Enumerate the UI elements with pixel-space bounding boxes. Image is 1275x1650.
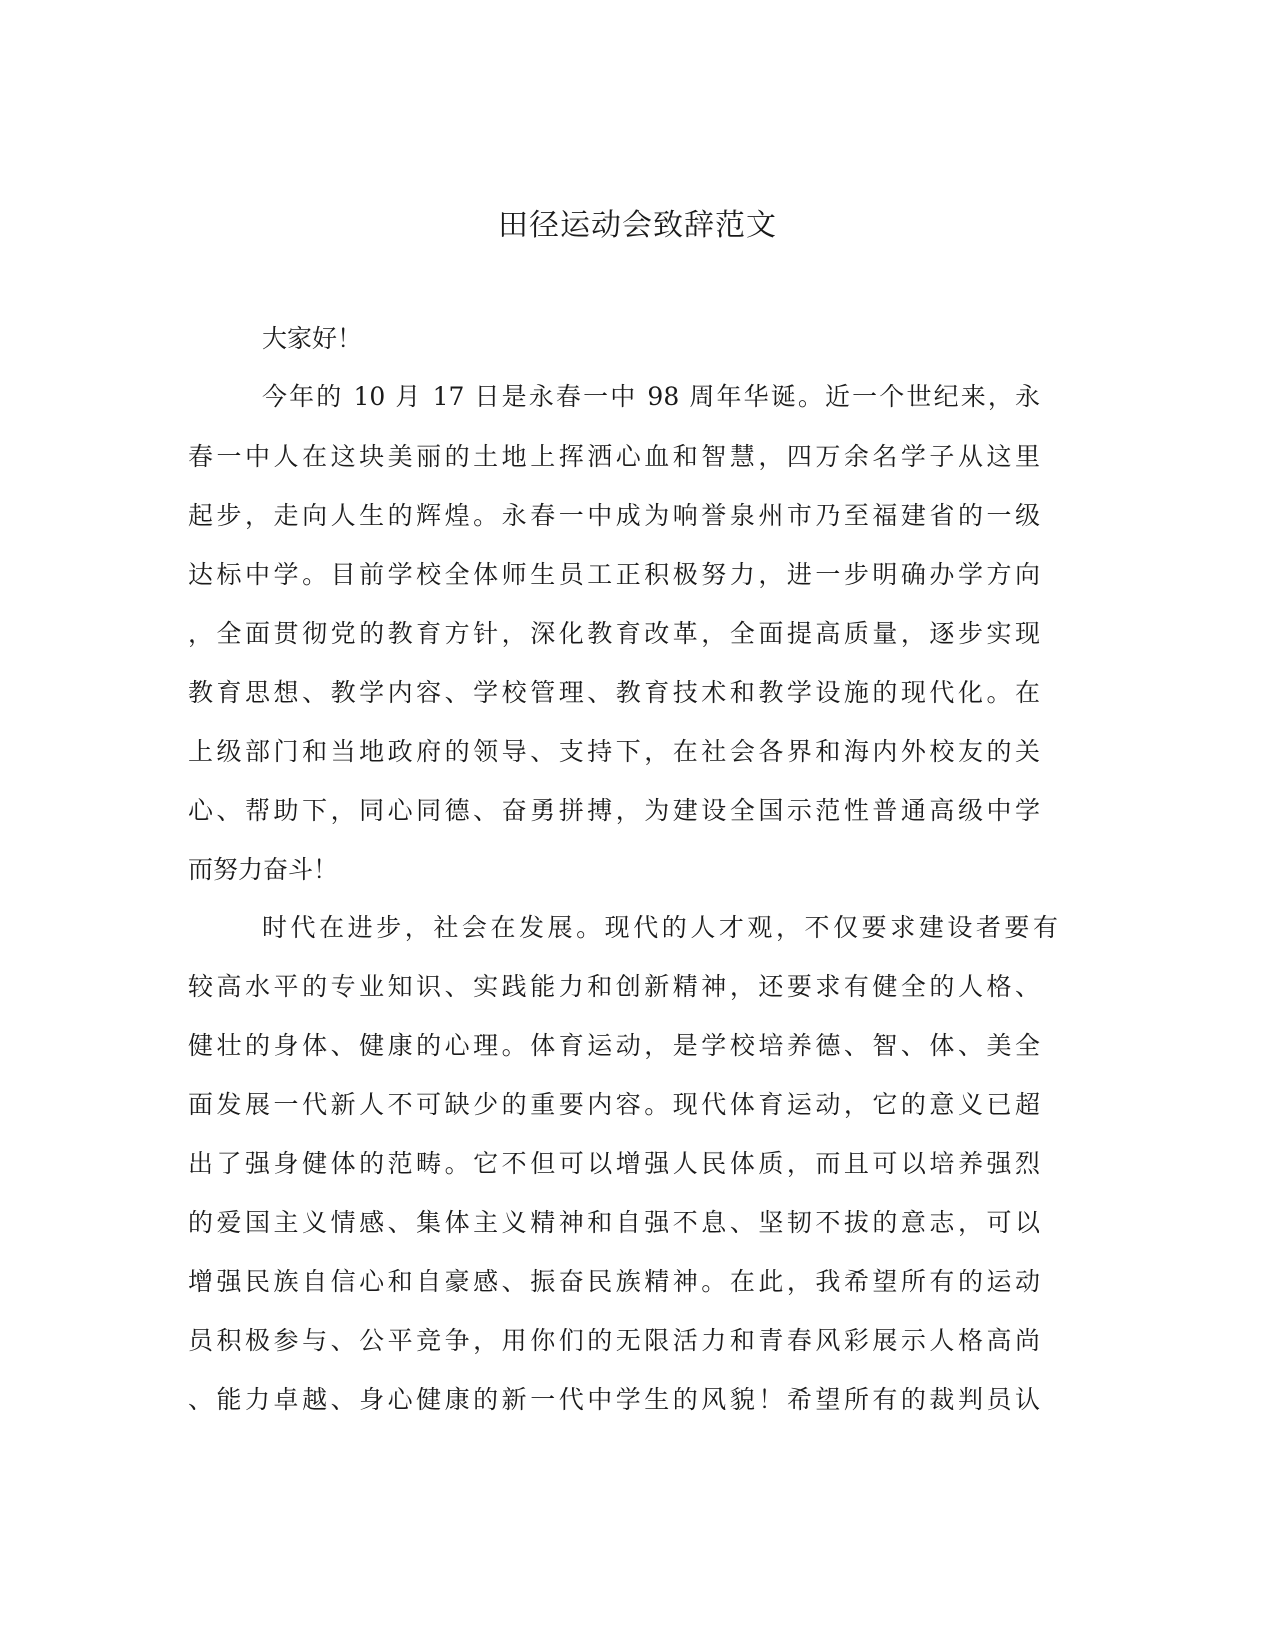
- paragraph2-line: 健壮的身体、健康的心理。体育运动，是学校培养德、智、体、美全: [188, 1031, 1040, 1060]
- paragraph2-line: 、能力卓越、身心健康的新一代中学生的风貌！希望所有的裁判员认: [188, 1385, 1040, 1414]
- paragraph2-line: 面发展一代新人不可缺少的重要内容。现代体育运动，它的意义已超: [188, 1090, 1040, 1119]
- paragraph2-line: 较高水平的专业知识、实践能力和创新精神，还要求有健全的人格、: [188, 972, 1040, 1001]
- paragraph1-line: 今年的 10 月 17 日是永春一中 98 周年华诞。近一个世纪来，永: [262, 382, 1040, 411]
- paragraph1-line: 春一中人在这块美丽的土地上挥洒心血和智慧，四万余名学子从这里: [188, 442, 1040, 471]
- paragraph1-line: ，全面贯彻党的教育方针，深化教育改革，全面提高质量，逐步实现: [188, 619, 1040, 648]
- paragraph2-line: 员积极参与、公平竞争，用你们的无限活力和青春风彩展示人格高尚: [188, 1326, 1040, 1355]
- paragraph2-line: 的爱国主义情感、集体主义精神和自强不息、坚韧不拔的意志，可以: [188, 1208, 1040, 1237]
- paragraph1-line: 起步，走向人生的辉煌。永春一中成为响誉泉州市乃至福建省的一级: [188, 501, 1040, 530]
- paragraph1-line: 心、帮助下，同心同德、奋勇拼搏，为建设全国示范性普通高级中学: [188, 796, 1040, 825]
- greeting-line: 大家好！: [262, 324, 363, 353]
- paragraph2-line: 增强民族自信心和自豪感、振奋民族精神。在此，我希望所有的运动: [188, 1267, 1040, 1296]
- paragraph1-line: 达标中学。目前学校全体师生员工正积极努力，进一步明确办学方向: [188, 560, 1040, 589]
- paragraph1-line: 上级部门和当地政府的领导、支持下，在社会各界和海内外校友的关: [188, 737, 1040, 766]
- paragraph2-line: 时代在进步，社会在发展。现代的人才观，不仅要求建设者要有: [262, 913, 1058, 942]
- document-title: 田径运动会致辞范文: [498, 208, 777, 243]
- paragraph2-line: 出了强身健体的范畴。它不但可以增强人民体质，而且可以培养强烈: [188, 1149, 1040, 1178]
- paragraph1-line: 而努力奋斗！: [188, 855, 339, 884]
- paragraph1-line: 教育思想、教学内容、学校管理、教育技术和教学设施的现代化。在: [188, 678, 1040, 707]
